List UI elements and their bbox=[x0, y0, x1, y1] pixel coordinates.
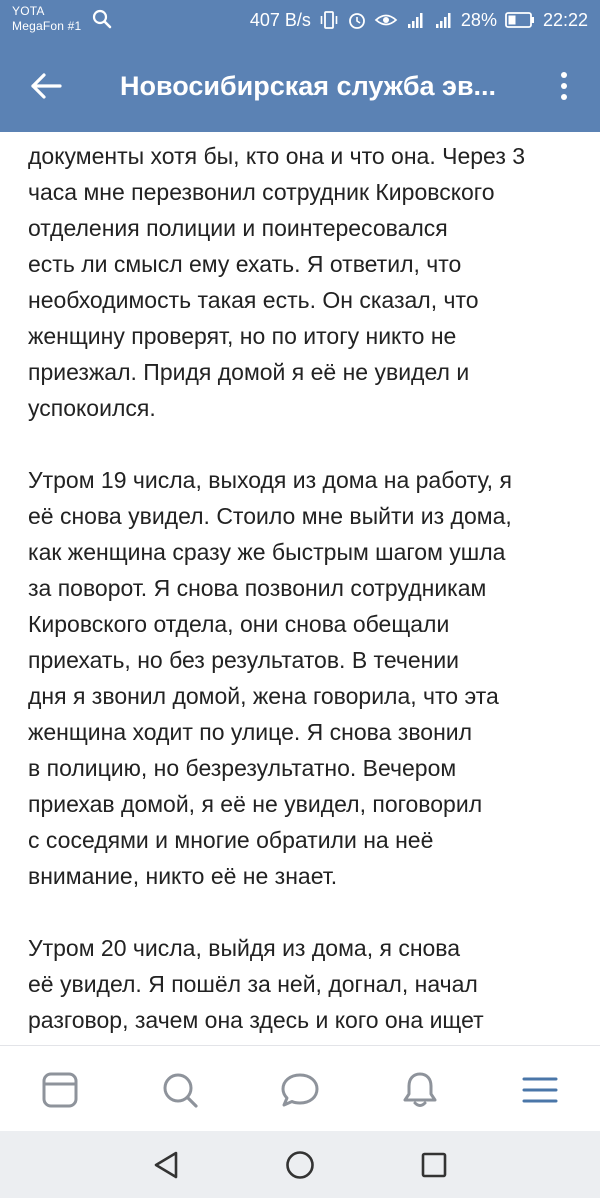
article-body bbox=[28, 138, 578, 1110]
carrier-name-primary: YOTA bbox=[12, 4, 45, 18]
article-text-line: её снова увидел. Стоило мне выйти из дома, bbox=[28, 503, 512, 529]
back-triangle-icon bbox=[152, 1150, 180, 1180]
clock: 22:22 bbox=[542, 9, 588, 30]
search-icon bbox=[92, 9, 112, 29]
article-content[interactable] bbox=[0, 132, 600, 1045]
eye-icon bbox=[375, 10, 397, 30]
notifications-icon bbox=[401, 1070, 439, 1110]
article-text-line: Кировского отдела, они снова обещали bbox=[28, 611, 450, 637]
page-title: Новосибирская служба эв... bbox=[120, 71, 497, 101]
status-indicators bbox=[250, 8, 588, 32]
article-text-line: успокоился. bbox=[28, 395, 156, 421]
nav-menu-button[interactable] bbox=[516, 1066, 564, 1114]
article-text-line: за поворот. Я снова позвонил сотрудникам bbox=[28, 575, 487, 601]
nav-news-button[interactable] bbox=[36, 1066, 84, 1114]
article-text-line: приезжал. Придя домой я её не увидел и bbox=[28, 359, 470, 385]
more-options-button[interactable] bbox=[544, 66, 584, 106]
search-icon bbox=[161, 1071, 199, 1109]
article-text-line: приехав домой, я её не увидел, поговорил bbox=[28, 791, 483, 817]
article-text-line: внимание, никто её не знает. bbox=[28, 863, 338, 889]
article-paragraph bbox=[28, 462, 578, 894]
more-vertical-icon bbox=[559, 71, 569, 101]
back-button[interactable] bbox=[24, 66, 68, 106]
bottom-navigation bbox=[0, 1045, 600, 1132]
nav-notifications-button[interactable] bbox=[396, 1066, 444, 1114]
battery-percent: 28% bbox=[460, 9, 497, 30]
article-text-line: женщину проверят, но по итогу никто не bbox=[28, 323, 457, 349]
article-text-line: как женщина сразу же быстрым шагом ушла bbox=[28, 539, 506, 565]
article-text-line: женщина ходит по улице. Я снова звонил bbox=[28, 719, 473, 745]
article-text-line: отделения полиции и поинтересовался bbox=[28, 215, 448, 241]
article-text-line: разговор, зачем она здесь и кого она ищет bbox=[28, 1007, 484, 1033]
article-text-line: часа мне перезвонил сотрудник Кировского bbox=[28, 179, 495, 205]
article-text-line: есть ли смысл ему ехать. Я ответил, что bbox=[28, 251, 462, 277]
system-home-button[interactable] bbox=[280, 1145, 320, 1185]
carrier-info bbox=[12, 4, 81, 34]
vibrate-icon bbox=[319, 10, 339, 30]
alarm-icon bbox=[347, 10, 367, 30]
home-circle-icon bbox=[284, 1149, 316, 1181]
top-bar bbox=[0, 0, 600, 132]
battery-icon bbox=[505, 11, 535, 29]
article-text-line: Утром 20 числа, выйдя из дома, я снова bbox=[28, 935, 461, 961]
carrier-name-secondary: MegaFon #1 bbox=[12, 19, 82, 33]
system-recents-button[interactable] bbox=[414, 1145, 454, 1185]
article-text-line: дня я звонил домой, жена говорила, что эта bbox=[28, 683, 499, 709]
signal-sim1-icon bbox=[405, 10, 425, 30]
status-bar bbox=[0, 0, 600, 40]
article-text-line: с соседями и многие обратили на неё bbox=[28, 827, 434, 853]
system-back-button[interactable] bbox=[146, 1145, 186, 1185]
signal-sim2-icon bbox=[433, 10, 453, 30]
news-icon bbox=[41, 1071, 79, 1109]
app-bar bbox=[0, 40, 600, 132]
article-text-line: Утром 19 числа, выходя из дома на работу, я bbox=[28, 467, 512, 493]
nav-messages-button[interactable] bbox=[276, 1066, 324, 1114]
arrow-left-icon bbox=[30, 72, 62, 100]
article-text-line: необходимость такая есть. Он сказал, что bbox=[28, 287, 479, 313]
menu-icon bbox=[522, 1075, 558, 1105]
messages-icon bbox=[280, 1071, 320, 1109]
article-text-line: в полицию, но безрезультатно. Вечером bbox=[28, 755, 457, 781]
article-text-line: приехать, но без результатов. В течении bbox=[28, 647, 460, 673]
nav-search-button[interactable] bbox=[156, 1066, 204, 1114]
article-paragraph bbox=[28, 138, 578, 426]
article-text-line: её увидел. Я пошёл за ней, догнал, начал bbox=[28, 971, 478, 997]
network-speed: 407 B/s bbox=[249, 9, 311, 30]
system-navigation-bar bbox=[0, 1131, 600, 1198]
recents-square-icon bbox=[420, 1151, 448, 1179]
article-text-line: документы хотя бы, кто она и что она. Через 3 bbox=[28, 143, 526, 169]
